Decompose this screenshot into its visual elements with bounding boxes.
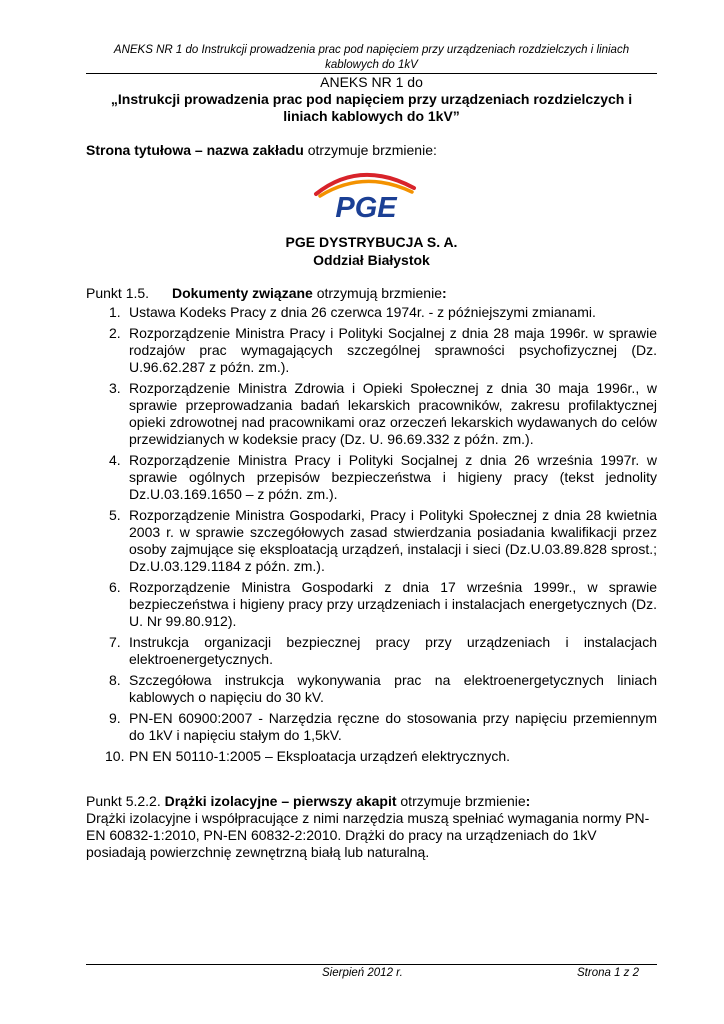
punkt-5-2-2-body: Drążki izolacyjne i współpracujące z nimi narzędzia muszą spełniać wymagania normy PN-EN 60832-1:2010, PN-EN 60832-2:2010. Drążki do pracy na urządzeniach do 1kV posiadają powierzchnię zewnętrzną białą lub naturalną. (86, 810, 650, 860)
item-number: 6. (109, 579, 121, 595)
item-text: Rozporządzenie Ministra Gospodarki z dnia 17 września 1999r., w sprawie bezpieczeństwa i higieny pracy przy urządzeniach i instalacjach energetycznych (Dz. U. Nr 99.80.912). (129, 579, 657, 629)
punkt-5-2-2-number: Punkt 5.2.2. (86, 793, 161, 809)
punkt-1-5-colon: : (441, 285, 447, 301)
punkt-1-5-rest: otrzymują brzmienie (312, 285, 442, 301)
list-item (86, 304, 657, 321)
punkt-5-2-2-rest: otrzymuje brzmienie (396, 793, 526, 809)
punkt-1-5-number: Punkt 1.5. (86, 285, 150, 301)
list-item (86, 452, 657, 503)
subhead-bold: Strona tytułowa – nazwa zakładu (86, 142, 304, 158)
header-line-2: kablowych do 1kV (325, 59, 418, 71)
item-text: Rozporządzenie Ministra Zdrowia i Opieki Społecznej z dnia 30 maja 1996r., w sprawie przeprowadzania badań lekarskich pracowników, zakresu profilaktycznej opieki zdrowotnej nad pracownikami oraz orzeczeń lekarskich wydawanych do celów przewidzianych w kodeksie pracy (Dz. U. 96.69.332 z późn. zm.). (129, 380, 657, 447)
item-number: 7. (109, 634, 121, 650)
item-text: Ustawa Kodeks Pracy z dnia 26 czerwca 1974r. - z późniejszymi zmianami. (129, 304, 596, 320)
item-text: Rozporządzenie Ministra Pracy i Polityki Socjalnej z dnia 26 września 1997r. w sprawie ogólnych przepisów bezpieczeństwa i higieny pracy (tekst jednolity Dz.U.03.169.1650 – z późn. zm.). (129, 452, 657, 502)
item-text: PN-EN 60900:2007 - Narzędzia ręczne do stosowania przy napięciu przemiennym do 1kV i napięciu stałym do 1,5kV. (129, 710, 657, 743)
list-item (86, 380, 657, 448)
footer-divider (86, 964, 657, 965)
item-number: 5. (109, 507, 121, 523)
punkt-1-5-heading (86, 285, 447, 301)
list-item (86, 325, 657, 376)
item-number: 8. (109, 672, 121, 688)
title-line-2: „Instrukcji prowadzenia prac pod napięciem przy urządzeniach rozdzielczych i (110, 91, 633, 107)
logo-text: PGE (335, 192, 397, 220)
punkt-5-2-2-heading (86, 793, 657, 810)
punkt-5-2-2-section (86, 793, 657, 861)
company-name: PGE DYSTRYBUCJA S. A. (285, 234, 458, 250)
documents-list (86, 304, 657, 769)
item-number: 2. (109, 325, 121, 341)
footer-page-number: Strona 1 z 2 (577, 967, 640, 979)
item-number: 3. (109, 380, 121, 396)
title-line-1: ANEKS NR 1 do (320, 74, 423, 90)
list-item (86, 748, 657, 765)
list-item (86, 634, 657, 668)
title-page-heading (86, 142, 437, 158)
item-text: PN EN 50110-1:2005 – Eksploatacja urządzeń elektrycznych. (129, 748, 511, 764)
company-branch: Oddział Białystok (313, 252, 430, 268)
document-title (86, 74, 657, 125)
pge-logo (310, 165, 420, 220)
item-text: Rozporządzenie Ministra Gospodarki, Pracy i Polityki Społecznej z dnia 28 kwietnia 2003 r. w sprawie szczegółowych zasad stwierdzania posiadania kwalifikacji przez osoby zajmujące się eksploatacją urządzeń, instalacji i sieci (Dz.U.03.89.828 sprost.; Dz.U.03.129.1184 z późn. zm.). (129, 507, 657, 574)
list-item (86, 579, 657, 630)
subhead-rest: otrzymuje brzmienie: (303, 142, 437, 158)
list-item (86, 672, 657, 706)
header-line-1: ANEKS NR 1 do Instrukcji prowadzenia prac pod napięciem przy urządzeniach rozdzielczych i liniach (113, 44, 630, 56)
title-line-3: liniach kablowych do 1kV” (283, 108, 460, 124)
list-item (86, 710, 657, 744)
item-text: Rozporządzenie Ministra Pracy i Polityki Socjalnej z dnia 28 maja 1996r. w sprawie rodzajów prac wymagających szczególnej sprawności psychofizycznej (Dz. U.96.62.287 z późn. zm.). (129, 325, 657, 375)
item-number: 4. (109, 452, 121, 468)
punkt-5-2-2-bold: Drążki izolacyjne – pierwszy akapit (164, 793, 397, 809)
item-number: 10. (105, 748, 125, 764)
item-number: 9. (109, 710, 121, 726)
running-header (86, 43, 657, 73)
punkt-5-2-2-colon: : (525, 793, 531, 809)
item-text: Szczegółowa instrukcja wykonywania prac na elektroenergetycznych liniach kablowych o napięciu do 30 kV. (129, 672, 657, 705)
punkt-1-5-bold: Dokumenty związane (172, 285, 313, 301)
company-block (86, 233, 657, 269)
footer-date: Sierpień 2012 r. (322, 967, 403, 979)
item-number: 1. (109, 304, 121, 320)
list-item (86, 507, 657, 575)
item-text: Instrukcja organizacji bezpiecznej pracy przy urządzeniach i instalacjach elektroenergetycznych. (129, 634, 657, 667)
